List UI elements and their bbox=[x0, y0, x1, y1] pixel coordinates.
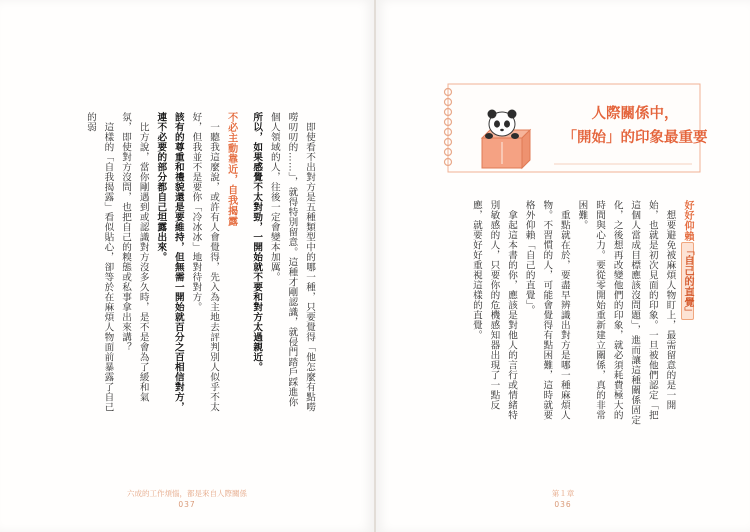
title-line-2: 「開始」的印象最重要 bbox=[562, 130, 708, 146]
paragraph: 這樣的「自我揭露」看似貼心，卻等於在麻煩人物面前暴露了自己的弱 bbox=[84, 112, 114, 412]
chapter-title-card bbox=[442, 80, 708, 176]
bold-statement: 該有的尊重和禮貌還是要維持，但無需一開始就百分之百相信對方，連不必要的部分都自己坦露出來。 bbox=[155, 112, 184, 412]
page-number: 036 bbox=[554, 500, 572, 509]
right-page bbox=[376, 0, 750, 532]
paragraph: 一聽我這麼說，或許有人會覺得，先入為主地去評判別人似乎不太好，但我並不是要你「冷冰冰」地對待對方。 bbox=[190, 112, 220, 412]
page-number: 037 bbox=[178, 500, 196, 509]
running-title: 第１章 bbox=[551, 489, 575, 498]
chapter-title bbox=[560, 102, 710, 150]
left-footer bbox=[0, 488, 374, 510]
left-body-text bbox=[81, 112, 318, 412]
subheading-tag: 「自己的直覺」 bbox=[681, 242, 694, 321]
subheading-prefix: 好好仰賴 bbox=[682, 200, 693, 242]
title-line-1: 人際關係中， bbox=[591, 106, 679, 122]
right-body-text bbox=[467, 200, 696, 428]
left-page bbox=[0, 0, 374, 532]
bold-statement: 所以，如果感覺不太對勁，一開始就不要和對方太過親近。 bbox=[251, 112, 263, 372]
paragraph: 比方說，當你剛遇到或認識對方沒多久時，是不是會為了緩和氣氛，即使對方沒問，也把自己的糗態或私事拿出來講？ bbox=[120, 112, 149, 402]
running-title: 六成的工作煩惱，都是來自人際關係 bbox=[127, 489, 247, 498]
paragraph: 拿起這本書的你，應該是對他人的言行或情緒特別敏感的人，只要你的危機感知器出現了一點反應，就要好好重視這樣的直覺。 bbox=[470, 200, 518, 420]
paragraph: 想要避免被麻煩人物盯上，最需留意的是一開始，也就是初次見面的印象。一旦被他們認定「把這個人當成目標應該沒問題」，進而讓這種關係固定化，之後想再改變他們的印象，就必須耗費極大的時間與心力。要從零開始重新建立關係，真的非常困難。 bbox=[576, 200, 676, 426]
paragraph: 即使看不出對方是五種類型中的哪一種，只要覺得「他怎麼有點嘮嘮叨叨的……」，就得特別留意。這種才剛認識，就侵門踏戶踩進你個人領域的人，往後一定會變本加厲。 bbox=[268, 112, 315, 412]
section-subheading: 不必主動靠近，自我揭露 bbox=[225, 112, 237, 227]
paragraph: 重點就在於，要盡早辨識出對方是哪一種麻煩人物。不習慣的人，可能會覺得有點困難，這時就要格外仰賴「自己的直覺」。 bbox=[523, 200, 570, 420]
right-footer bbox=[376, 488, 750, 510]
section-subheading bbox=[678, 200, 696, 428]
